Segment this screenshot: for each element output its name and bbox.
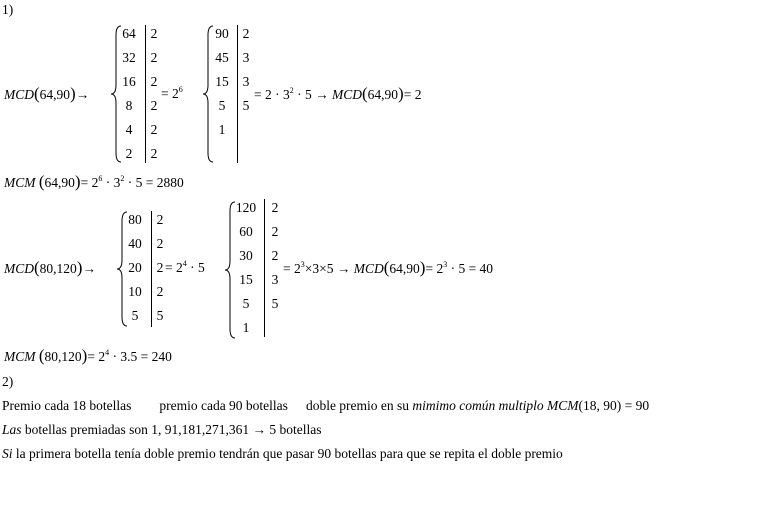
lcm2-line: MCM $(80,120)= 2^4 \cdot 3.5 = 240$ [4, 346, 172, 365]
gcd1-eq1: = $2^6$ [161, 85, 183, 101]
gcd2-eq1: = $2^4 \cdot 5$ [165, 259, 205, 275]
gcd1-div1-divisors: 2 2 2 2 2 2 [150, 26, 158, 161]
part2-line3: Si la primera botella tenía doble premio tendrán que pasar 90 botellas para que se repita el doble premio [2, 446, 563, 461]
gcd1-lhs: MCD(64,90)→ [4, 84, 90, 103]
part1-label: 1) [2, 2, 14, 17]
gcd2-result: = $2^3\times 3\times 5 \to MCD(64,90)= 2^3 \cdot 5 = 40$ [283, 258, 494, 277]
part2-label: 2) [2, 374, 14, 389]
gcd1-div2-bar [237, 25, 238, 163]
gcd2-div2-bar [264, 199, 265, 337]
gcd2-lhs: MCD(80,120)→ [4, 258, 96, 277]
gcd2-div1-dividends: 80 40 20 10 5 [128, 212, 142, 323]
gcd2-div2-divisors: 2 2 2 3 5 [271, 200, 279, 311]
gcd1-result: = $2 \cdot 3^2 \cdot 5 \to MCD(64,90)= 2$ [254, 84, 422, 103]
part2-line1: Premio cada 18 botellas premio cada 90 botellas doble premio en su mimimo común multiplo MCM(18, 90) = 90 [2, 398, 650, 413]
lcm1-line: MCM $(64,90)= 2^6 \cdot 3^2 \cdot 5 = 2880$ [4, 172, 184, 191]
gcd1-div1-dividends: 64 32 16 8 4 2 [122, 26, 136, 161]
gcd2-div1-divisors: 2 2 2 2 5 [156, 212, 164, 323]
gcd2-div2-dividends: 120 60 30 15 5 1 [235, 200, 257, 335]
gcd1-div2-dividends: 90 45 15 5 1 [215, 26, 229, 137]
gcd2-div1-bar [151, 211, 152, 327]
gcd1-div2-divisors: 2 3 3 5 [242, 26, 250, 113]
gcd1-div1-bar [145, 25, 146, 163]
part2-line2: Las botellas premiadas son 1, 91,181,271,361 → 5 botellas [2, 422, 322, 437]
